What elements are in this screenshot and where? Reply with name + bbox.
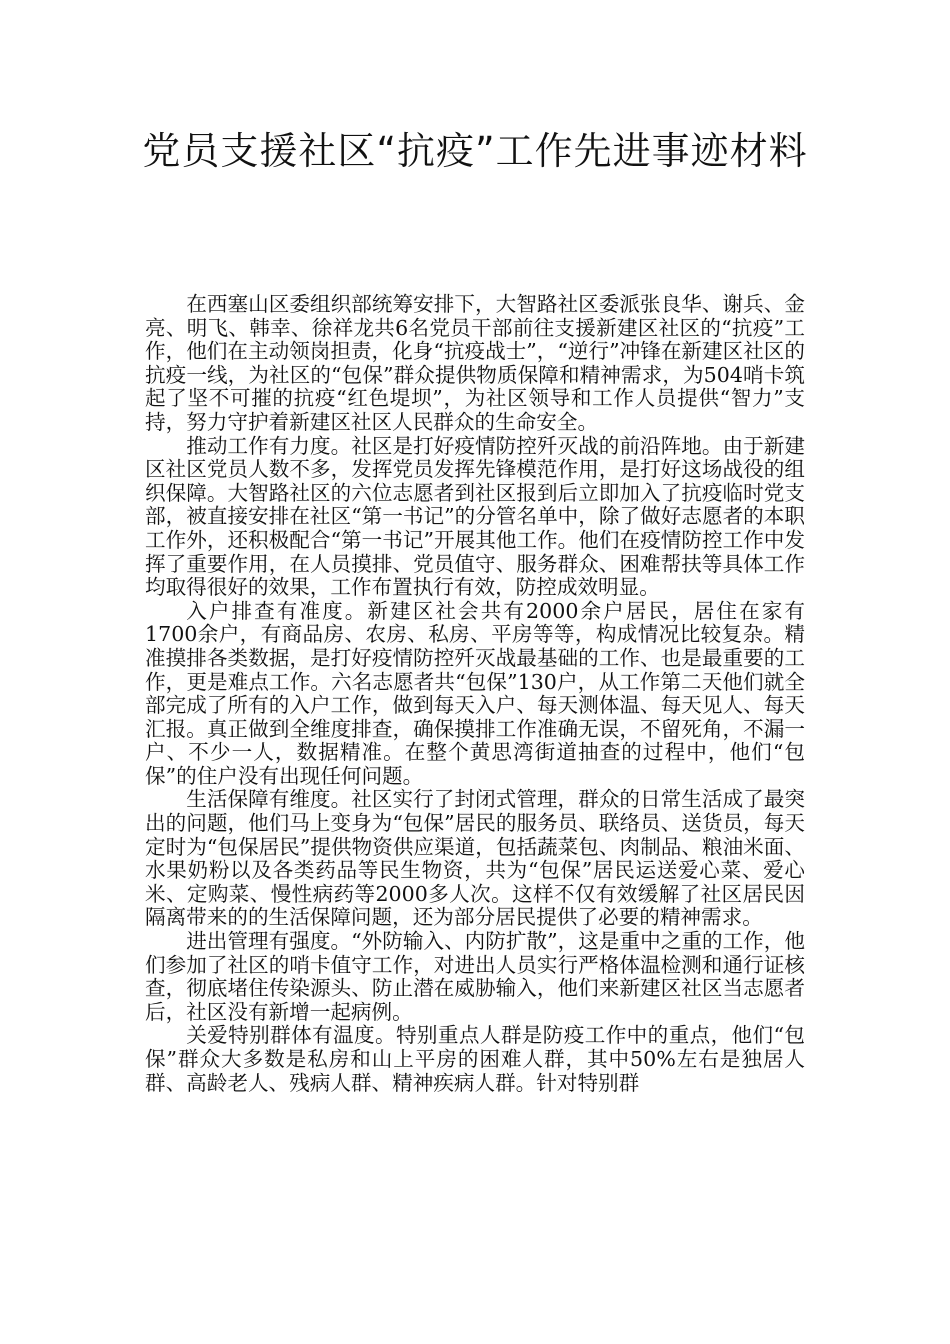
paragraph-household-check: 入户排查有准度。新建区社会共有2000余户居民，居住在家有1700余户，有商品房、农房、私房、平房等等，构成情况比较复杂。精准摸排各类数据，是打好疫情防控歼灭战最基础的工作、也是最重要的工作，更是难点工作。六名志愿者共“包保”130户，从工作第二天他们就全部完成了所有的入户工作，做到每天入户、每天测体温、每天见人、每天汇报。真正做到全维度排查，确保摸排工作准确无误，不留死角，不漏一户、不少一人，数据精准。在整个黄思湾街道抽查的过程中，他们“包保”的住户没有出现任何问题。 [145, 598, 805, 788]
paragraph-work-strength: 推动工作有力度。社区是打好疫情防控歼灭战的前沿阵地。由于新建区社区党员人数不多，发挥党员发挥先锋模范作用，是打好这场战役的组织保障。大智路社区的六位志愿者到社区报到后立即加入了抗疫临时党支部，被直接安排在社区“第一书记”的分管名单中，除了做好志愿者的本职工作外，还积极配合“第一书记”开展其他工作。他们在疫情防控工作中发挥了重要作用，在人员摸排、党员值守、服务群众、困难帮扶等具体工作均取得很好的效果，工作布置执行有效，防控成效明显。 [145, 433, 805, 600]
document-body [145, 293, 805, 1095]
paragraph-intro: 在西塞山区委组织部统筹安排下，大智路社区委派张良华、谢兵、金亮、明飞、韩幸、徐祥龙共6名党员干部前往支援新建区社区的“抗疫”工作，他们在主动领岗担责，化身“抗疫战士”，“逆行”冲锋在新建区社区的抗疫一线，为社区的“包保”群众提供物质保障和精神需求，为504哨卡筑起了坚不可摧的抗疫“红色堤坝”，为社区领导和工作人员提供“智力”支持，努力守护着新建区社区人民群众的生命安全。 [145, 292, 805, 434]
document-title: 党员支援社区“抗疫”工作先进事迹材料 [142, 129, 808, 173]
paragraph-living-support: 生活保障有维度。社区实行了封闭式管理，群众的日常生活成了最突出的问题，他们马上变身为“包保”居民的服务员、联络员、送货员，每天定时为“包保居民”提供物资供应渠道，包括蔬菜包、肉制品、粮油米面、水果奶粉以及各类药品等民生物资，共为“包保”居民运送爱心菜、爱心米、定购菜、慢性病药等2000多人次。这样不仅有效缓解了社区居民因隔离带来的的生活保障问题，还为部分居民提供了必要的精神需求。 [145, 787, 805, 930]
paragraph-special-care: 关爱特别群体有温度。特别重点人群是防疫工作中的重点，他们“包保”群众大多数是私房和山上平房的困难人群，其中50%左右是独居人群、高龄老人、残病人群、精神疾病人群。针对特别群 [145, 1023, 805, 1095]
paragraph-access-control: 进出管理有强度。“外防输入、内防扩散”，这是重中之重的工作，他们参加了社区的哨卡值守工作，对进出人员实行严格体温检测和通行证核查，彻底堵住传染源头、防止潜在威胁输入，他们来新建区社区当志愿者后，社区没有新增一起病例。 [145, 929, 805, 1024]
